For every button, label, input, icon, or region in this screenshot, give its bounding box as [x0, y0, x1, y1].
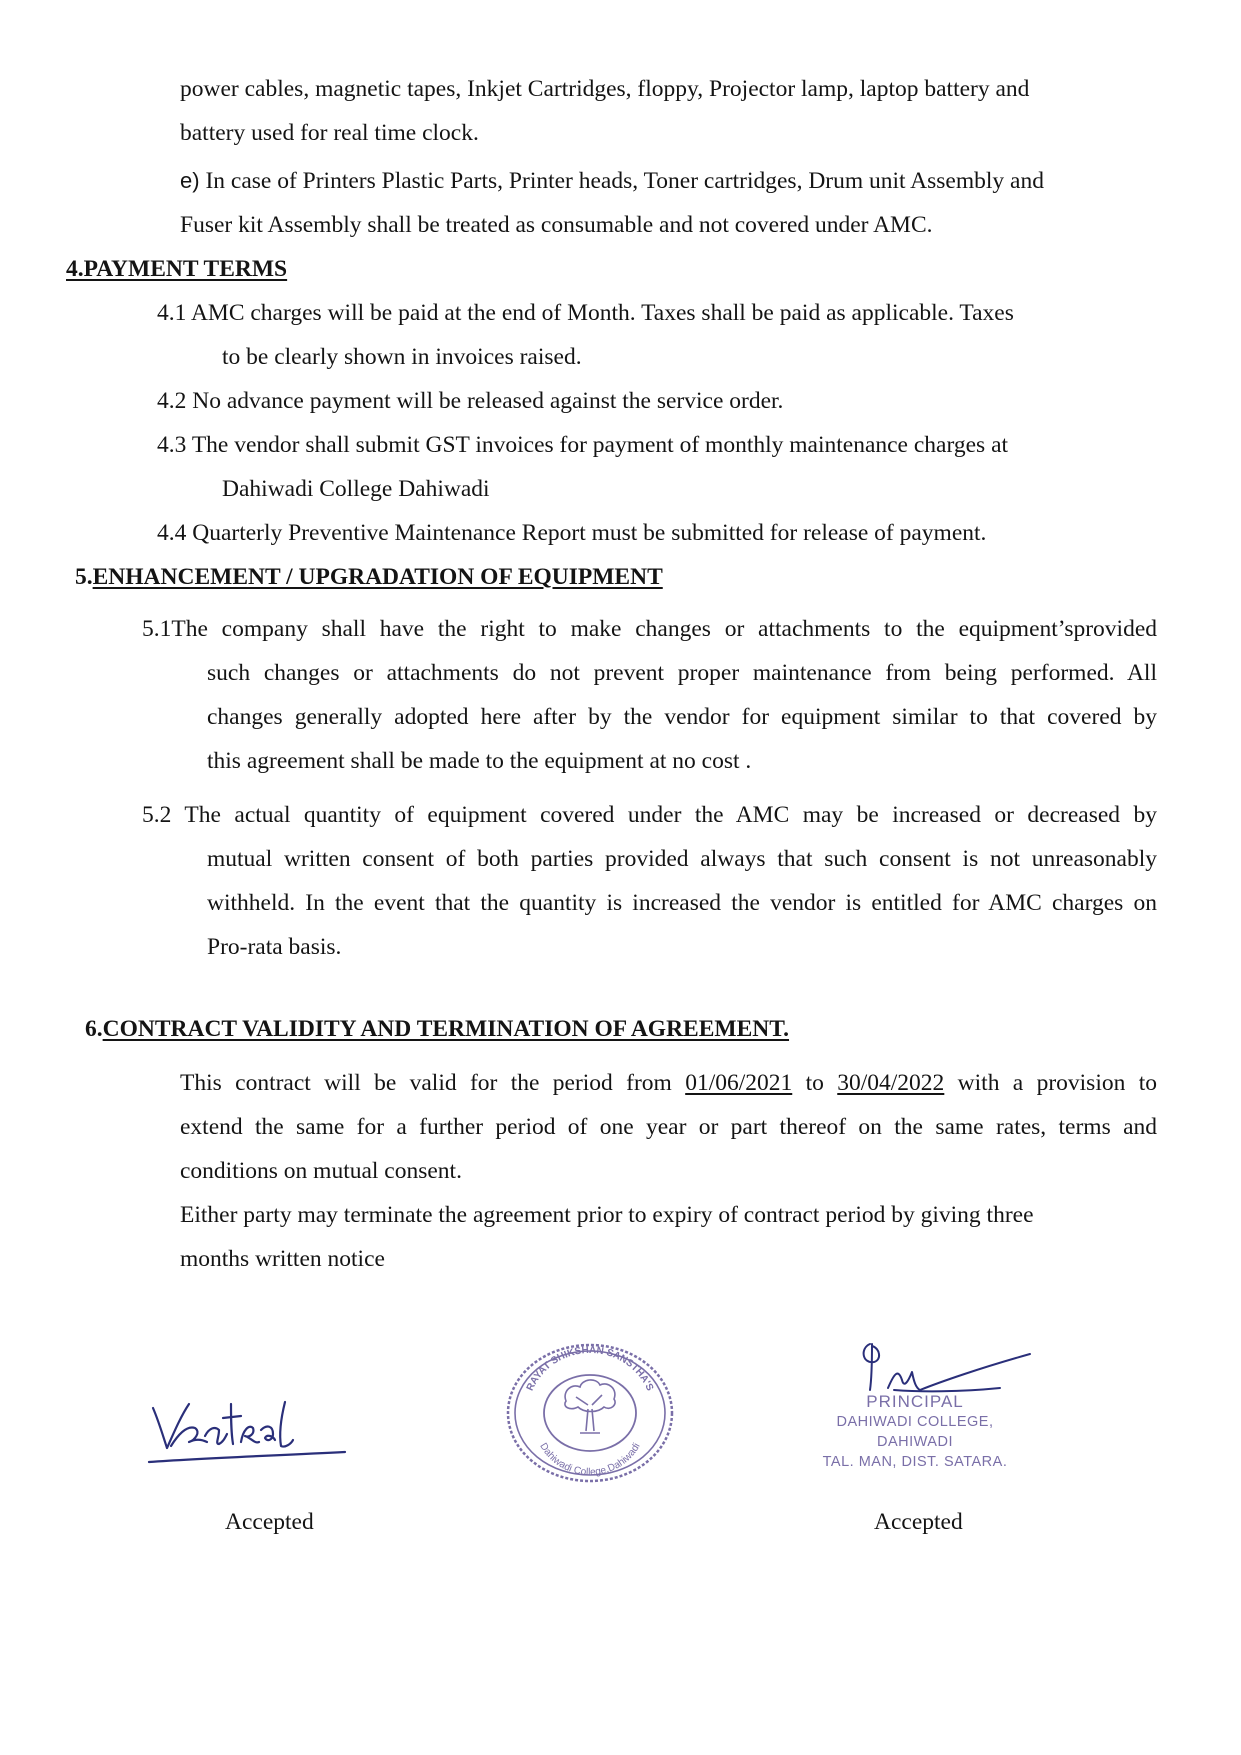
validity-line-1	[180, 1068, 1157, 1098]
stamp-college-name: DAHIWADI COLLEGE, DAHIWADI	[836, 1414, 994, 1450]
college-seal	[500, 1335, 680, 1485]
section-5-number: 5.	[75, 564, 93, 590]
validity-suffix: with a provision to	[944, 1070, 1157, 1096]
vendor-signature	[145, 1378, 355, 1468]
validity-line-3: conditions on mutual consent.	[180, 1158, 462, 1184]
clause-5-2-line-3: withheld. In the event that the quantity is increased the vendor is entitled for AMC charges on	[207, 890, 1157, 916]
section-6-heading	[85, 1014, 789, 1044]
termination-line-2: months written notice	[180, 1246, 385, 1272]
clause-5-2-line-2: mutual written consent of both parties provided always that such consent is not unreasonably	[207, 846, 1157, 872]
validity-mid: to	[792, 1070, 838, 1096]
continuation-line-1: power cables, magnetic tapes, Inkjet Cartridges, floppy, Projector lamp, laptop battery and	[180, 76, 1030, 102]
section-5-heading	[75, 562, 663, 592]
contract-end-date: 30/04/2022	[837, 1070, 945, 1096]
item-e-line-1	[180, 166, 1044, 196]
contract-start-date: 01/06/2021	[685, 1070, 793, 1096]
clause-5-2-line-4: Pro-rata basis.	[207, 934, 342, 960]
validity-prefix: This contract will be valid for the period from	[180, 1070, 686, 1096]
clause-4-1-line-1: 4.1 AMC charges will be paid at the end of Month. Taxes shall be paid as applicable. Taxes	[157, 300, 1014, 326]
clause-5-1-line-2: such changes or attachments do not prevent proper maintenance from being performed. All	[207, 660, 1157, 686]
clause-4-1-line-2: to be clearly shown in invoices raised.	[222, 344, 582, 370]
section-6-title: CONTRACT VALIDITY AND TERMINATION OF AGREEMENT.	[102, 1016, 790, 1042]
section-6-number: 6.	[85, 1016, 103, 1042]
continuation-line-2: battery used for real time clock.	[180, 120, 479, 146]
seal-bottom-text: Dahiwadi College,Dahiwadi	[537, 1441, 643, 1479]
section-5-title: ENHANCEMENT / UPGRADATION OF EQUIPMENT	[92, 564, 663, 590]
stamp-address: TAL. MAN, DIST. SATARA.	[822, 1454, 1008, 1470]
principal-stamp	[805, 1392, 1025, 1472]
principal-signature	[850, 1338, 1050, 1398]
clause-5-1-line-4: this agreement shall be made to the equipment at no cost .	[207, 748, 752, 774]
clause-5-1-line-1: 5.1The company shall have the right to make changes or attachments to the equipment’sprovided	[142, 616, 1157, 642]
section-4-heading: 4.PAYMENT TERMS	[66, 256, 288, 282]
seal-top-text: RAYAT SHIKSHAN SANSTHA'S	[524, 1344, 656, 1393]
item-e-line-2: Fuser kit Assembly shall be treated as consumable and not covered under AMC.	[180, 212, 933, 238]
vendor-accepted-label: Accepted	[225, 1509, 314, 1535]
principal-accepted-label: Accepted	[874, 1509, 963, 1535]
stamp-principal-title: PRINCIPAL	[866, 1392, 964, 1411]
item-e-text: In case of Printers Plastic Parts, Printer heads, Toner cartridges, Drum unit Assembly and	[199, 168, 1044, 194]
clause-4-2: 4.2 No advance payment will be released against the service order.	[157, 388, 784, 414]
clause-4-3-line-1: 4.3 The vendor shall submit GST invoices for payment of monthly maintenance charges at	[157, 432, 1009, 458]
item-e-marker: e)	[180, 168, 200, 193]
clause-4-4: 4.4 Quarterly Preventive Maintenance Report must be submitted for release of payment.	[157, 520, 987, 546]
tree-emblem-icon	[565, 1380, 615, 1433]
clause-5-1-line-3: changes generally adopted here after by the vendor for equipment similar to that covered by	[207, 704, 1157, 730]
termination-line-1: Either party may terminate the agreement prior to expiry of contract period by giving three	[180, 1202, 1034, 1228]
clause-5-2-line-1: 5.2 The actual quantity of equipment covered under the AMC may be increased or decreased by	[142, 802, 1157, 828]
clause-4-3-line-2: Dahiwadi College Dahiwadi	[222, 476, 490, 502]
validity-line-2: extend the same for a further period of one year or part thereof on the same rates, terms and	[180, 1114, 1157, 1140]
